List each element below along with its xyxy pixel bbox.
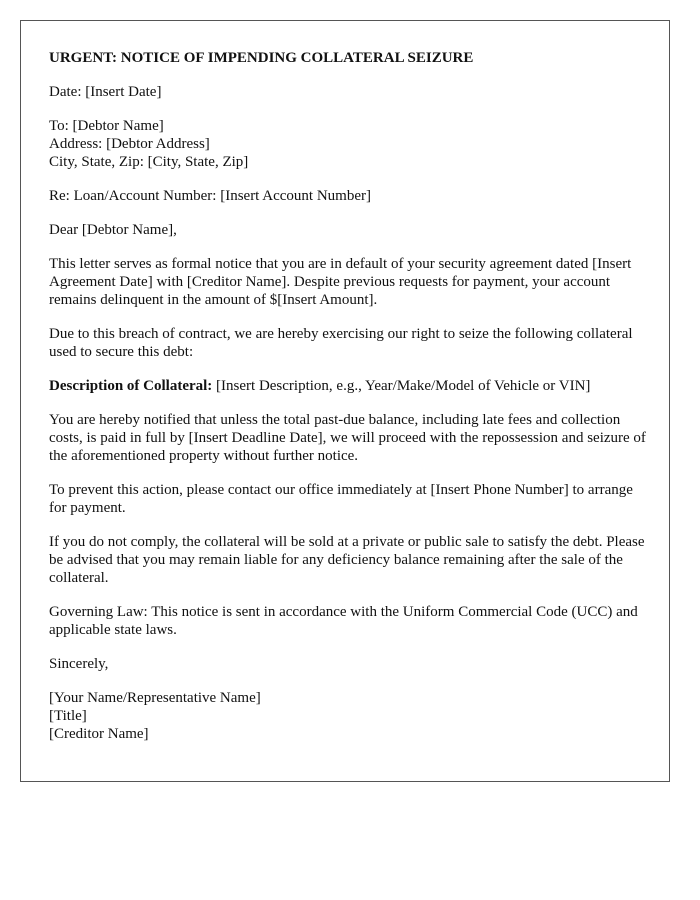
paragraph-contact: To prevent this action, please contact our office immediately at [Insert Phone Number] to arrange for payment. xyxy=(49,482,633,516)
collateral-description xyxy=(49,377,649,395)
paragraph-governing-law: Governing Law: This notice is sent in accordance with the Uniform Commercial Code (UCC) and applicable state laws. xyxy=(49,604,638,638)
signature-block xyxy=(49,689,649,743)
recipient-block xyxy=(49,117,649,171)
to-line: To: [Debtor Name] xyxy=(49,118,164,134)
address-line: Address: [Debtor Address] xyxy=(49,136,210,152)
letter-container xyxy=(20,20,670,782)
paragraph-breach: Due to this breach of contract, we are hereby exercising our right to seize the following collateral used to secure this debt: xyxy=(49,326,633,360)
salutation: Dear [Debtor Name], xyxy=(49,222,177,238)
collateral-value: [Insert Description, e.g., Year/Make/Model of Vehicle or VIN] xyxy=(212,378,591,394)
paragraph-deadline: You are hereby notified that unless the total past-due balance, including late fees and collection costs, is paid in full by [Insert Deadline Date], we will proceed with the repossession and seizure of the aforementioned property without further notice. xyxy=(49,412,646,464)
paragraph-default-notice: This letter serves as formal notice that you are in default of your security agreement dated [Insert Agreement Date] with [Creditor Name]. Despite previous requests for payment, your account remains delinquent in the amount of $[Insert Amount]. xyxy=(49,256,632,308)
collateral-label: Description of Collateral: xyxy=(49,378,213,394)
paragraph-sale: If you do not comply, the collateral will be sold at a private or public sale to satisfy the debt. Please be advised that you may remain liable for any deficiency balance remaining after the sale of the collateral. xyxy=(49,534,645,586)
closing: Sincerely, xyxy=(49,656,109,672)
signature-name: [Your Name/Representative Name] xyxy=(49,690,261,706)
re-line: Re: Loan/Account Number: [Insert Account Number] xyxy=(49,188,371,204)
signature-title: [Title] xyxy=(49,708,87,724)
letter-title: URGENT: NOTICE OF IMPENDING COLLATERAL SEIZURE xyxy=(49,50,474,66)
date-line: Date: [Insert Date] xyxy=(49,84,162,100)
signature-creditor: [Creditor Name] xyxy=(49,726,149,742)
city-line: City, State, Zip: [City, State, Zip] xyxy=(49,154,249,170)
